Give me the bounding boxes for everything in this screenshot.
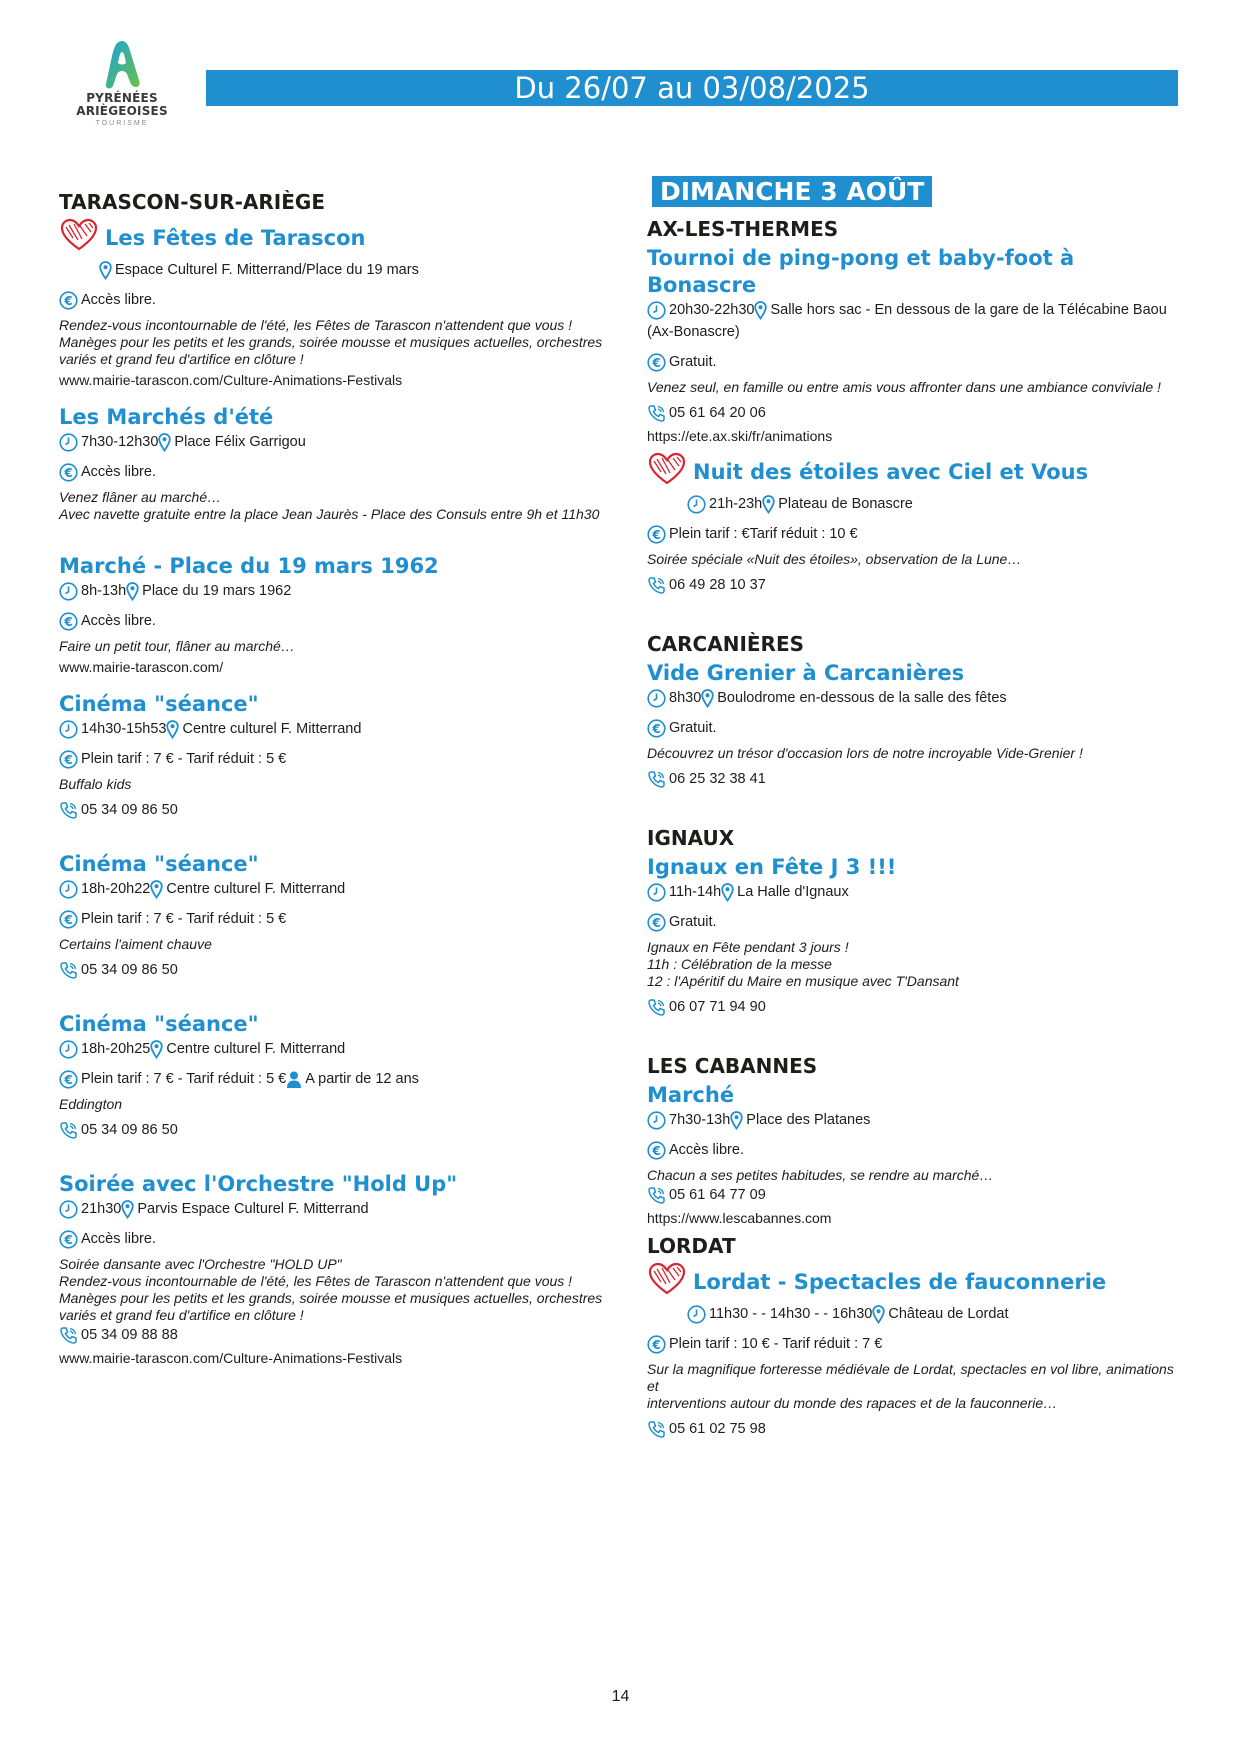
logo-line-1: PYRÉNÉES [86, 91, 158, 105]
svg-text:€: € [64, 1072, 73, 1087]
heart-icon [647, 1262, 687, 1303]
event-place: Centre culturel F. Mitterrand [182, 721, 362, 737]
description-line: Rendez-vous incontournable de l'été, les Fêtes de Tarascon n'attendent que vous ! [59, 1273, 573, 1289]
euro-icon [647, 1141, 666, 1160]
event-price: Plein tarif : 10 € - Tarif réduit : 7 € [669, 1336, 883, 1352]
event-price: Accès libre. [669, 1142, 744, 1158]
pyrenees-logo-icon [102, 38, 142, 92]
description-line: Sur la magnifique forteresse médiévale de Lordat, spectacles en vol libre, animations et [647, 1361, 1174, 1394]
description-line: Manèges pour les petits et les grands, soirée mousse et musiques actuelles, orchestres [59, 334, 603, 350]
location-pin-icon [762, 495, 775, 514]
event-title[interactable]: Vide Grenier à Carcanières [647, 661, 965, 685]
clock-icon [647, 689, 666, 708]
description-line: Manèges pour les petits et les grands, soirée mousse et musiques actuelles, orchestres [59, 1290, 603, 1306]
event-website-link[interactable]: https://ete.ax.ski/fr/animations [647, 428, 833, 444]
town-heading: CARCANIÈRES [647, 632, 805, 656]
location-pin-icon [721, 883, 734, 902]
euro-icon [59, 1230, 78, 1249]
euro-icon [647, 353, 666, 372]
euro-icon [59, 612, 78, 631]
event-time-place-row [59, 431, 619, 453]
event-description [647, 551, 1187, 568]
event-title[interactable]: Cinéma "séance" [59, 1012, 259, 1036]
event-price-row [59, 908, 619, 930]
event-time: 8h30 [669, 690, 702, 706]
description-line: Rendez-vous incontournable de l'été, les Fêtes de Tarascon n'attendent que vous ! [59, 317, 573, 333]
event-place: Place des Platanes [746, 1112, 871, 1128]
event-time-place-row [59, 878, 619, 900]
page-number: 14 [611, 1688, 630, 1705]
phone-icon [59, 1121, 78, 1140]
euro-icon [647, 1335, 666, 1354]
event-card [59, 1011, 619, 1141]
event-price: Gratuit. [669, 354, 717, 370]
euro-icon [647, 525, 666, 544]
brand-logo [72, 38, 172, 127]
location-pin-icon [158, 433, 171, 452]
event-place-continued: (Ax-Bonascre) [647, 324, 740, 340]
event-phone-row [59, 1324, 619, 1346]
event-price: Gratuit. [669, 914, 717, 930]
location-pin-icon [730, 1111, 743, 1130]
clock-icon [59, 720, 78, 739]
event-phone-row [647, 1184, 1187, 1206]
event-price-row [59, 1228, 619, 1250]
location-pin-icon [150, 880, 163, 899]
event-title-text: Lordat - Spectacles de fauconnerie [693, 1270, 1107, 1294]
event-phone[interactable]: 05 34 09 86 50 [81, 962, 178, 978]
event-phone-row [59, 799, 619, 821]
event-time: 18h-20h25 [81, 1041, 151, 1057]
logo-line-2: ARIÈGEOISES [76, 104, 168, 118]
svg-text:€: € [64, 293, 73, 308]
event-time-place-row [647, 299, 1187, 321]
clock-icon [59, 582, 78, 601]
clock-icon [687, 1305, 706, 1324]
event-time: 7h30-12h30 [81, 434, 159, 450]
description-line: variés et grand feu d'artifice en clôture ! [59, 1307, 304, 1323]
event-description [647, 939, 1187, 990]
event-website-link[interactable]: www.mairie-tarascon.com/Culture-Animations-Festivals [59, 372, 403, 388]
event-card [59, 218, 619, 390]
event-time: 14h30-15h53 [81, 721, 167, 737]
event-price-row [59, 1068, 619, 1090]
event-phone-row [647, 402, 1187, 424]
clock-icon [647, 1111, 666, 1130]
euro-icon [647, 719, 666, 738]
event-place: Boulodrome en-dessous de la salle des fêtes [717, 690, 1007, 706]
svg-text:€: € [64, 1232, 73, 1247]
description-line: Venez seul, en famille ou entre amis vous affronter dans une ambiance conviviale ! [647, 379, 1161, 395]
event-time: 11h30 - - 14h30 - - 16h30 [709, 1306, 873, 1322]
event-time: 7h30-13h [669, 1112, 731, 1128]
heart-icon [647, 452, 687, 493]
event-card [59, 404, 619, 523]
right-column [647, 176, 1187, 1454]
event-phone-row [647, 996, 1187, 1018]
event-price: Accès libre. [81, 464, 156, 480]
event-description [59, 936, 619, 953]
event-phone[interactable]: 06 49 28 10 37 [669, 577, 766, 593]
event-phone[interactable]: 05 61 64 20 06 [669, 405, 766, 421]
event-price-row [59, 461, 619, 483]
event-website-link[interactable]: https://www.lescabannes.com [647, 1210, 832, 1226]
event-place: Salle hors sac - En dessous de la gare de la Télécabine Baou [770, 302, 1167, 318]
event-time: 21h30 [81, 1201, 122, 1217]
event-description [59, 489, 619, 523]
location-pin-icon [150, 1040, 163, 1059]
town-heading: LES CABANNES [647, 1054, 818, 1078]
description-line: Chacun a ses petites habitudes, se rendre au marché… [647, 1167, 994, 1183]
svg-text:€: € [64, 465, 73, 480]
description-line: 11h : Célébration de la messe [647, 956, 832, 972]
event-description [647, 1361, 1187, 1412]
description-line: Soirée spéciale «Nuit des étoiles», observation de la Lune… [647, 551, 1022, 567]
town-heading: LORDAT [647, 1234, 736, 1258]
event-website-link[interactable]: www.mairie-tarascon.com/Culture-Animations-Festivals [59, 1350, 403, 1366]
euro-icon [59, 750, 78, 769]
event-price-row [59, 289, 619, 311]
event-age: A partir de 12 ans [305, 1071, 419, 1087]
event-phone-row [647, 768, 1187, 790]
svg-text:€: € [652, 355, 661, 370]
event-price: Gratuit. [669, 720, 717, 736]
event-description [59, 317, 619, 368]
event-title[interactable]: Cinéma "séance" [59, 852, 259, 876]
day-header: DIMANCHE 3 AOÛT [652, 176, 932, 207]
event-time: 8h-13h [81, 583, 127, 599]
phone-icon [647, 770, 666, 789]
phone-icon [647, 1420, 666, 1439]
event-price: Plein tarif : €Tarif réduit : 10 € [669, 526, 858, 542]
heart-icon [59, 218, 99, 259]
event-time-place-row [647, 1303, 1187, 1325]
event-title[interactable] [647, 1262, 1187, 1303]
event-place: Parvis Espace Culturel F. Mitterrand [137, 1201, 369, 1217]
event-card [59, 1171, 619, 1368]
event-title[interactable] [59, 218, 619, 259]
description-line: Buffalo kids [59, 776, 132, 792]
event-title[interactable]: Ignaux en Fête J 3 !!! [647, 855, 897, 879]
event-card [647, 660, 1187, 790]
euro-icon [59, 910, 78, 929]
event-place: Château de Lordat [888, 1306, 1009, 1322]
event-time-place-row [647, 493, 1187, 515]
event-time-place-row [647, 881, 1187, 903]
svg-text:€: € [652, 915, 661, 930]
description-line: interventions autour du monde des rapaces et de la fauconnerie… [647, 1395, 1058, 1411]
phone-icon [59, 801, 78, 820]
event-time-place-row [59, 580, 619, 602]
event-card [647, 245, 1187, 446]
event-place: Centre culturel F. Mitterrand [166, 881, 346, 897]
event-place: Espace Culturel F. Mitterrand/Place du 19 mars [115, 262, 419, 278]
event-card [647, 854, 1187, 1018]
svg-text:€: € [64, 912, 73, 927]
event-title-text: Les Fêtes de Tarascon [105, 226, 366, 250]
event-time-place-row [59, 1198, 619, 1220]
location-pin-icon [754, 301, 767, 320]
town-heading: AX-LES-THERMES [647, 217, 839, 241]
euro-icon [59, 1070, 78, 1089]
euro-icon [59, 463, 78, 482]
event-card [59, 691, 619, 821]
event-time-place-row [647, 1109, 1187, 1131]
event-description [647, 745, 1187, 762]
event-phone-row [59, 959, 619, 981]
event-title[interactable] [647, 452, 1187, 493]
event-website-link[interactable]: www.mairie-tarascon.com/ [59, 659, 224, 675]
event-price-row [647, 1139, 1187, 1161]
phone-icon [647, 576, 666, 595]
town-heading: IGNAUX [647, 826, 735, 850]
clock-icon [59, 1040, 78, 1059]
event-time-place-row [59, 718, 619, 740]
event-time: 18h-20h22 [81, 881, 151, 897]
event-place: Centre culturel F. Mitterrand [166, 1041, 346, 1057]
event-price-row [59, 748, 619, 770]
event-phone-row [647, 1418, 1187, 1440]
description-line: Certains l'aiment chauve [59, 936, 212, 952]
event-title[interactable]: Cinéma "séance" [59, 692, 259, 716]
event-price-row [59, 610, 619, 632]
event-phone[interactable]: 05 61 64 77 09 [669, 1187, 766, 1203]
event-place: Place Félix Garrigou [174, 434, 306, 450]
event-time-place-row [647, 687, 1187, 709]
clock-icon [687, 495, 706, 514]
location-pin-icon [99, 261, 112, 280]
event-place: La Halle d'Ignaux [737, 884, 849, 900]
event-place: Place du 19 mars 1962 [142, 583, 292, 599]
phone-icon [59, 1326, 78, 1345]
description-line: Avec navette gratuite entre la place Jean Jaurès - Place des Consuls entre 9h et 11h30 [59, 506, 600, 522]
svg-text:€: € [64, 752, 73, 767]
event-price-row [647, 717, 1187, 739]
svg-text:€: € [652, 1143, 661, 1158]
event-price-row [647, 351, 1187, 373]
event-card [647, 1262, 1187, 1440]
event-description [647, 379, 1187, 396]
event-time-place-row [59, 1038, 619, 1060]
event-price-row [647, 1333, 1187, 1355]
clock-icon [647, 301, 666, 320]
event-title-text: Nuit des étoiles avec Ciel et Vous [693, 460, 1089, 484]
event-title[interactable]: Marché [647, 1083, 735, 1107]
euro-icon [59, 291, 78, 310]
phone-icon [647, 1186, 666, 1205]
event-price: Accès libre. [81, 1231, 156, 1247]
event-price: Plein tarif : 7 € - Tarif réduit : 5 € [81, 751, 287, 767]
clock-icon [59, 433, 78, 452]
event-time: 20h30-22h30 [669, 302, 755, 318]
event-phone-row [59, 1119, 619, 1141]
location-pin-icon [166, 720, 179, 739]
description-line: variés et grand feu d'artifice en clôture ! [59, 351, 304, 367]
event-place: Plateau de Bonascre [778, 496, 913, 512]
event-title[interactable]: Soirée avec l'Orchestre "Hold Up" [59, 1172, 458, 1196]
event-description [59, 638, 619, 655]
description-line: Faire un petit tour, flâner au marché… [59, 638, 295, 654]
svg-text:€: € [652, 1337, 661, 1352]
event-phone[interactable]: 05 34 09 86 50 [81, 802, 178, 818]
location-pin-icon [872, 1305, 885, 1324]
event-phone[interactable]: 06 07 71 94 90 [669, 999, 766, 1015]
event-time: 21h-23h [709, 496, 763, 512]
phone-icon [647, 404, 666, 423]
svg-text:€: € [652, 527, 661, 542]
date-range-banner: Du 26/07 au 03/08/2025 [206, 70, 1178, 106]
svg-text:€: € [64, 614, 73, 629]
location-pin-icon [701, 689, 714, 708]
event-title[interactable]: Marché - Place du 19 mars 1962 [59, 554, 439, 578]
event-card [59, 553, 619, 677]
left-column [59, 190, 619, 1382]
person-age-icon [286, 1070, 302, 1089]
event-phone[interactable]: 06 25 32 38 41 [669, 771, 766, 787]
description-line: Découvrez un trésor d'occasion lors de notre incroyable Vide-Grenier ! [647, 745, 1083, 761]
event-time: 11h-14h [669, 884, 722, 900]
description-line: Eddington [59, 1096, 123, 1112]
phone-icon [59, 961, 78, 980]
event-phone[interactable]: 05 61 02 75 98 [669, 1421, 766, 1437]
clock-icon [59, 1200, 78, 1219]
event-place-row [59, 259, 619, 281]
event-price: Plein tarif : 7 € - Tarif réduit : 5 € [81, 1071, 287, 1087]
event-price-row [647, 911, 1187, 933]
location-pin-icon [126, 582, 139, 601]
event-card [647, 452, 1187, 596]
event-description [59, 1256, 619, 1324]
clock-icon [647, 883, 666, 902]
event-card [59, 851, 619, 981]
svg-text:€: € [652, 721, 661, 736]
event-phone[interactable]: 05 34 09 88 88 [81, 1327, 178, 1343]
logo-line-3: TOURISME [95, 120, 149, 127]
event-description [647, 1167, 1187, 1184]
euro-icon [647, 913, 666, 932]
event-price: Plein tarif : 7 € - Tarif réduit : 5 € [81, 911, 287, 927]
phone-icon [647, 998, 666, 1017]
event-phone[interactable]: 05 34 09 86 50 [81, 1122, 178, 1138]
event-card [647, 1082, 1187, 1228]
event-description [59, 1096, 619, 1113]
event-description [59, 776, 619, 793]
event-price: Accès libre. [81, 613, 156, 629]
location-pin-icon [121, 1200, 134, 1219]
description-line: Venez flâner au marché… [59, 489, 222, 505]
event-price: Accès libre. [81, 292, 156, 308]
description-line: Soirée dansante avec l'Orchestre "HOLD UP" [59, 1256, 342, 1272]
town-heading: TARASCON-SUR-ARIÈGE [59, 190, 325, 214]
event-title[interactable]: Les Marchés d'été [59, 405, 274, 429]
event-price-row [647, 523, 1187, 545]
description-line: Ignaux en Fête pendant 3 jours ! [647, 939, 849, 955]
event-phone-row [647, 574, 1187, 596]
description-line: 12 : l'Apéritif du Maire en musique avec T'Dansant [647, 973, 959, 989]
event-title[interactable]: Tournoi de ping-pong et baby-foot à Bonascre [647, 246, 1075, 297]
clock-icon [59, 880, 78, 899]
